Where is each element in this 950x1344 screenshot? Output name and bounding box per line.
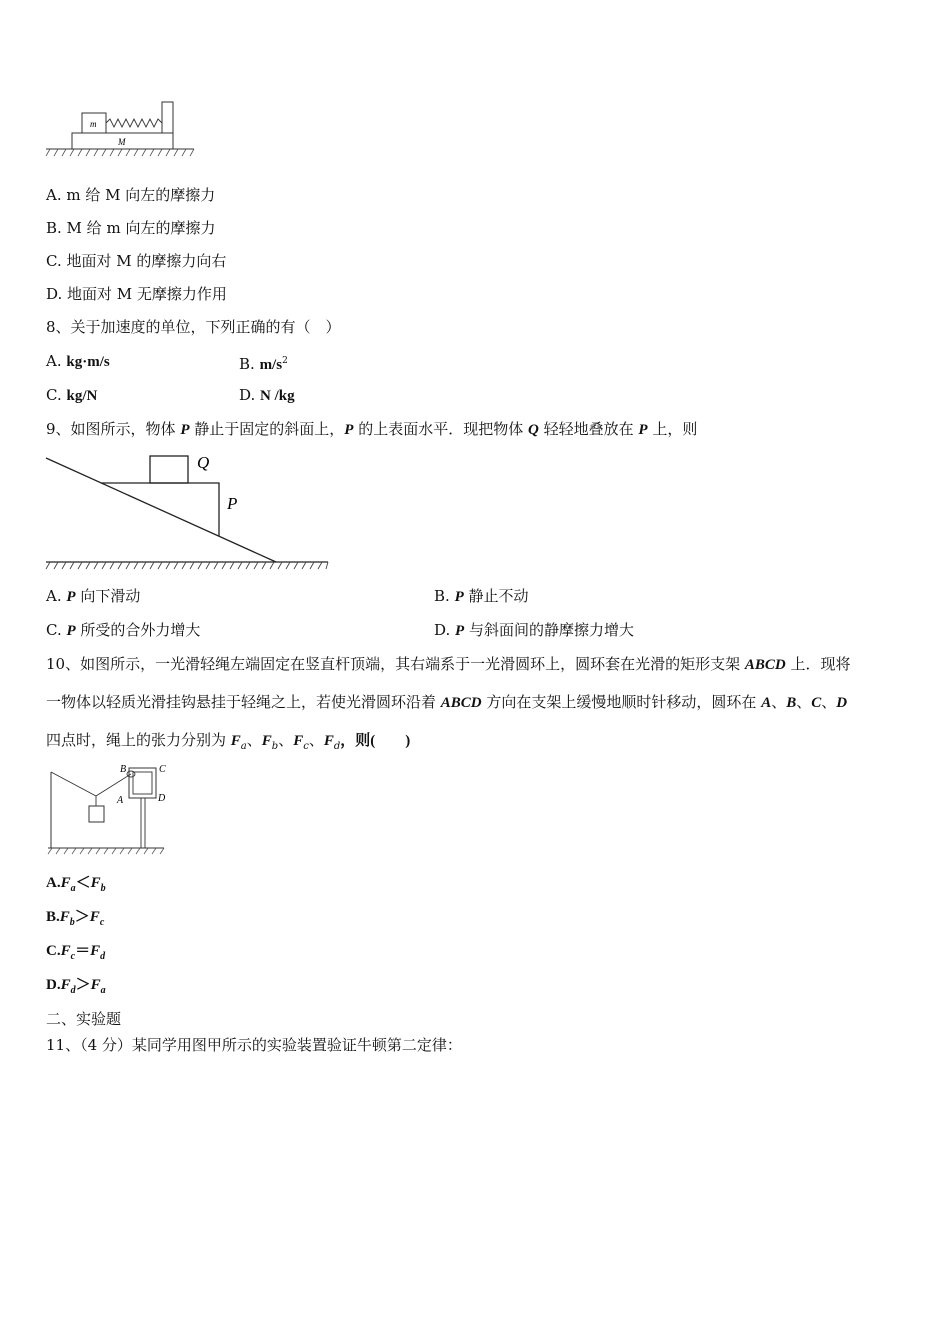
right-post: [141, 798, 145, 848]
q10-stem-line3: 四点时，绳上的张力分别为 $F_a$、$F_b$、$F_c$、$F_d$，则( ): [46, 731, 411, 752]
q7-option-b: B. M 给 m 向左的摩擦力: [46, 219, 216, 237]
frame-inner: [133, 772, 152, 794]
q8-option-a: A. kg·m/s: [46, 352, 110, 370]
q9-option-a: A. P 向下滑动: [46, 587, 141, 605]
incline: [46, 458, 276, 562]
label-C: C: [159, 764, 166, 775]
q9-option-b: B. P 静止不动: [434, 587, 529, 605]
q7-option-d: D. 地面对 M 无摩擦力作用: [46, 285, 227, 303]
section-title: 二、实验题: [46, 1010, 122, 1028]
q7-option-a: A. m 给 M 向左的摩擦力: [46, 186, 216, 204]
q9-option-c: C. P 所受的合外力增大: [46, 621, 201, 639]
label-B: B: [120, 764, 127, 775]
q10-option-b: $B.F_b>F_c$: [46, 909, 105, 928]
q8-option-d: D. N /kg: [239, 386, 295, 404]
label-D: D: [158, 793, 166, 804]
q8-option-c: C. kg/N: [46, 386, 98, 404]
q10-option-a: $A.F_a<F_b$: [46, 875, 106, 894]
q10-stem-line2: 一物体以轻质光滑挂钩悬挂于轻绳之上，若使光滑圆环沿着 ABCD 方向在支架上缓慢地顺时针移动，圆环在 A、B、C、D: [46, 693, 848, 711]
q10-option-c: $C.F_c=F_d$: [46, 943, 106, 962]
q7-option-c: C. 地面对 M 的摩擦力向右: [46, 252, 227, 270]
label-A: A: [117, 795, 124, 806]
q10-stem-line1: 10、如图所示，一光滑轻绳左端固定在竖直杆顶端，其右端系于一光滑圆环上，圆环套在光滑的矩形支架 ABCD 上．现将: [46, 655, 851, 673]
rope: [51, 772, 131, 796]
q9-stem: 9、如图所示，物体 P 静止于固定的斜面上，P 的上表面水平．现把物体 Q 轻轻地叠放在 P 上，则: [46, 420, 698, 438]
spring: [106, 119, 162, 127]
q9-option-d: D. P 与斜面间的静摩擦力增大: [434, 621, 634, 639]
q10-option-d: $D.F_d>F_a$: [46, 977, 106, 996]
q11-stem: 11、（4 分）某同学用图甲所示的实验装置验证牛顿第二定律：: [46, 1036, 462, 1054]
q10-figure: [44, 760, 170, 856]
hanging-block: [89, 806, 104, 822]
q8-option-b: B. $m/s^2$: [239, 355, 288, 373]
label-P: P: [227, 494, 238, 513]
block-Q: [150, 456, 188, 483]
q7-figure: [44, 98, 200, 160]
q9-figure: [44, 450, 334, 576]
label-M: M: [118, 137, 126, 147]
label-m: m: [90, 119, 97, 129]
wall-post: [162, 102, 173, 133]
q8-stem: 8、关于加速度的单位，下列正确的有（ ）: [46, 318, 341, 336]
label-Q: Q: [197, 453, 210, 472]
